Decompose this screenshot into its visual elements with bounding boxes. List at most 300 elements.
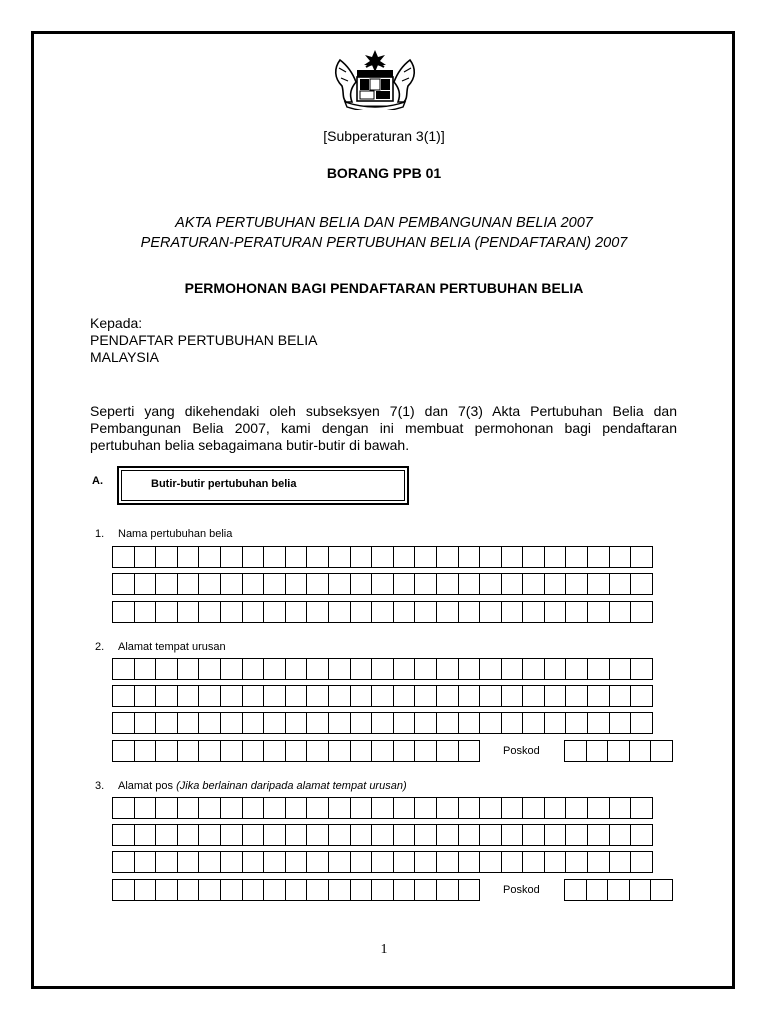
char-box[interactable]: [393, 824, 416, 846]
char-box[interactable]: [198, 712, 221, 734]
char-box[interactable]: [263, 797, 286, 819]
char-box[interactable]: [436, 740, 459, 762]
char-box[interactable]: [155, 712, 178, 734]
business-poskod-field[interactable]: [564, 740, 673, 762]
char-box[interactable]: [436, 546, 459, 568]
char-box[interactable]: [609, 685, 632, 707]
char-box[interactable]: [350, 797, 373, 819]
char-box[interactable]: [263, 546, 286, 568]
postal-address-row-4[interactable]: [112, 879, 480, 901]
char-box[interactable]: [544, 685, 567, 707]
char-box[interactable]: [587, 797, 610, 819]
char-box[interactable]: [393, 658, 416, 680]
char-box[interactable]: [458, 658, 481, 680]
char-box[interactable]: [220, 601, 243, 623]
char-box[interactable]: [371, 546, 394, 568]
char-box[interactable]: [501, 658, 524, 680]
char-box[interactable]: [220, 573, 243, 595]
char-box[interactable]: [629, 740, 652, 762]
char-box[interactable]: [414, 824, 437, 846]
char-box[interactable]: [306, 685, 329, 707]
char-box[interactable]: [155, 797, 178, 819]
postal-address-row-2[interactable]: [112, 824, 653, 846]
char-box[interactable]: [328, 824, 351, 846]
char-box[interactable]: [263, 740, 286, 762]
char-box[interactable]: [371, 797, 394, 819]
char-box[interactable]: [263, 601, 286, 623]
char-box[interactable]: [630, 546, 653, 568]
char-box[interactable]: [587, 712, 610, 734]
char-box[interactable]: [155, 824, 178, 846]
char-box[interactable]: [371, 879, 394, 901]
char-box[interactable]: [501, 851, 524, 873]
char-box[interactable]: [630, 797, 653, 819]
char-box[interactable]: [501, 546, 524, 568]
char-box[interactable]: [242, 601, 265, 623]
char-box[interactable]: [220, 824, 243, 846]
char-box[interactable]: [587, 851, 610, 873]
char-box[interactable]: [458, 824, 481, 846]
char-box[interactable]: [177, 601, 200, 623]
char-box[interactable]: [198, 601, 221, 623]
char-box[interactable]: [350, 601, 373, 623]
char-box[interactable]: [328, 573, 351, 595]
char-box[interactable]: [630, 824, 653, 846]
postal-address-row-3[interactable]: [112, 851, 653, 873]
char-box[interactable]: [371, 824, 394, 846]
char-box[interactable]: [177, 797, 200, 819]
char-box[interactable]: [198, 685, 221, 707]
char-box[interactable]: [285, 712, 308, 734]
char-box[interactable]: [458, 797, 481, 819]
char-box[interactable]: [587, 824, 610, 846]
char-box[interactable]: [436, 851, 459, 873]
char-box[interactable]: [371, 573, 394, 595]
char-box[interactable]: [650, 879, 673, 901]
char-box[interactable]: [263, 712, 286, 734]
char-box[interactable]: [371, 685, 394, 707]
char-box[interactable]: [285, 601, 308, 623]
char-box[interactable]: [306, 824, 329, 846]
char-box[interactable]: [458, 601, 481, 623]
char-box[interactable]: [458, 573, 481, 595]
char-box[interactable]: [609, 601, 632, 623]
char-box[interactable]: [565, 546, 588, 568]
char-box[interactable]: [522, 685, 545, 707]
char-box[interactable]: [587, 658, 610, 680]
char-box[interactable]: [371, 712, 394, 734]
char-box[interactable]: [134, 824, 157, 846]
char-box[interactable]: [414, 879, 437, 901]
addressee-block: [90, 315, 317, 366]
char-box[interactable]: [630, 573, 653, 595]
char-box[interactable]: [112, 740, 135, 762]
char-box[interactable]: [393, 851, 416, 873]
char-box[interactable]: [630, 601, 653, 623]
char-box[interactable]: [306, 712, 329, 734]
char-box[interactable]: [112, 712, 135, 734]
char-box[interactable]: [242, 740, 265, 762]
char-box[interactable]: [350, 712, 373, 734]
char-box[interactable]: [565, 685, 588, 707]
question-label: [118, 780, 407, 792]
char-box[interactable]: [393, 573, 416, 595]
char-box[interactable]: [306, 797, 329, 819]
char-box[interactable]: [522, 658, 545, 680]
char-box[interactable]: [198, 824, 221, 846]
char-box[interactable]: [501, 573, 524, 595]
char-box[interactable]: [328, 546, 351, 568]
char-box[interactable]: [479, 546, 502, 568]
char-box[interactable]: [242, 712, 265, 734]
char-box[interactable]: [609, 797, 632, 819]
char-box[interactable]: [544, 601, 567, 623]
char-box[interactable]: [198, 851, 221, 873]
char-box[interactable]: [479, 658, 502, 680]
char-box[interactable]: [565, 851, 588, 873]
char-box[interactable]: [198, 740, 221, 762]
addressee-registrar: PENDAFTAR PERTUBUHAN BELIA: [90, 332, 318, 348]
char-box[interactable]: [112, 879, 135, 901]
char-box[interactable]: [609, 712, 632, 734]
char-box[interactable]: [328, 740, 351, 762]
char-box[interactable]: [436, 824, 459, 846]
char-box[interactable]: [134, 879, 157, 901]
char-box[interactable]: [328, 879, 351, 901]
char-box[interactable]: [414, 546, 437, 568]
char-box[interactable]: [479, 712, 502, 734]
char-box[interactable]: [609, 824, 632, 846]
char-box[interactable]: [263, 824, 286, 846]
char-box[interactable]: [220, 797, 243, 819]
poskod-label: Poskod: [503, 745, 540, 757]
char-box[interactable]: [112, 851, 135, 873]
char-box[interactable]: [630, 685, 653, 707]
char-box[interactable]: [242, 851, 265, 873]
char-box[interactable]: [414, 797, 437, 819]
act-titles: [0, 213, 768, 253]
char-box[interactable]: [458, 685, 481, 707]
char-box[interactable]: [414, 601, 437, 623]
char-box[interactable]: [112, 685, 135, 707]
char-box[interactable]: [479, 601, 502, 623]
char-box[interactable]: [479, 797, 502, 819]
char-box[interactable]: [198, 879, 221, 901]
char-box[interactable]: [177, 573, 200, 595]
char-box[interactable]: [587, 546, 610, 568]
char-box[interactable]: [350, 824, 373, 846]
char-box[interactable]: [414, 573, 437, 595]
char-box[interactable]: [134, 601, 157, 623]
char-box[interactable]: [177, 824, 200, 846]
char-box[interactable]: [306, 601, 329, 623]
char-box[interactable]: [242, 685, 265, 707]
char-box[interactable]: [609, 546, 632, 568]
char-box[interactable]: [177, 740, 200, 762]
char-box[interactable]: [393, 797, 416, 819]
char-box[interactable]: [155, 601, 178, 623]
char-box[interactable]: [220, 879, 243, 901]
question-label-text: Alamat pos: [118, 780, 174, 792]
char-box[interactable]: [350, 740, 373, 762]
business-address-row-4[interactable]: [112, 740, 480, 762]
char-box[interactable]: [630, 851, 653, 873]
char-box[interactable]: [134, 740, 157, 762]
char-box[interactable]: [414, 712, 437, 734]
char-box[interactable]: [564, 740, 587, 762]
char-box[interactable]: [220, 685, 243, 707]
char-box[interactable]: [177, 658, 200, 680]
char-box[interactable]: [350, 658, 373, 680]
intro-paragraph: Seperti yang dikehendaki oleh subseksyen 7(1) dan 7(3) Akta Pertubuhan Belia dan Pembangunan Belia 2007, kami dengan ini membuat permohonan bagi pendaftaran pertubuhan belia sebagaimana butir-butir di bawah.: [90, 403, 677, 453]
char-box[interactable]: [306, 573, 329, 595]
char-box[interactable]: [587, 601, 610, 623]
char-box[interactable]: [609, 851, 632, 873]
char-box[interactable]: [501, 824, 524, 846]
char-box[interactable]: [371, 740, 394, 762]
char-box[interactable]: [134, 712, 157, 734]
char-box[interactable]: [479, 685, 502, 707]
subregulation-ref: [Subperaturan 3(1)]: [323, 128, 445, 144]
char-box[interactable]: [544, 797, 567, 819]
char-box[interactable]: [393, 685, 416, 707]
char-box[interactable]: [242, 658, 265, 680]
business-address-row-1[interactable]: [112, 658, 653, 680]
char-box[interactable]: [393, 712, 416, 734]
char-box[interactable]: [436, 879, 459, 901]
char-box[interactable]: [414, 851, 437, 873]
form-title: PERMOHONAN BAGI PENDAFTARAN PERTUBUHAN BELIA: [184, 280, 584, 296]
question-note: (Jika berlainan daripada alamat tempat urusan): [176, 780, 407, 792]
char-box[interactable]: [607, 879, 630, 901]
char-box[interactable]: [306, 658, 329, 680]
char-box[interactable]: [630, 658, 653, 680]
char-box[interactable]: [242, 879, 265, 901]
char-box[interactable]: [220, 740, 243, 762]
question-number: 1.: [95, 528, 105, 540]
char-box[interactable]: [458, 851, 481, 873]
char-box[interactable]: [285, 685, 308, 707]
poskod-label: Poskod: [503, 884, 540, 896]
name-row-3[interactable]: [112, 601, 653, 623]
char-box[interactable]: [587, 685, 610, 707]
char-box[interactable]: [220, 658, 243, 680]
char-box[interactable]: [436, 685, 459, 707]
char-box[interactable]: [393, 546, 416, 568]
char-box[interactable]: [155, 658, 178, 680]
char-box[interactable]: [134, 573, 157, 595]
char-box[interactable]: [436, 658, 459, 680]
name-row-2[interactable]: [112, 573, 653, 595]
char-box[interactable]: [285, 658, 308, 680]
char-box[interactable]: [198, 546, 221, 568]
char-box[interactable]: [306, 546, 329, 568]
char-box[interactable]: [177, 712, 200, 734]
char-box[interactable]: [565, 824, 588, 846]
char-box[interactable]: [263, 658, 286, 680]
char-box[interactable]: [544, 573, 567, 595]
char-box[interactable]: [393, 879, 416, 901]
char-box[interactable]: [436, 712, 459, 734]
char-box[interactable]: [371, 851, 394, 873]
char-box[interactable]: [522, 573, 545, 595]
char-box[interactable]: [198, 573, 221, 595]
char-box[interactable]: [393, 601, 416, 623]
char-box[interactable]: [479, 573, 502, 595]
coat-of-arms-emblem: [332, 48, 418, 110]
char-box[interactable]: [565, 573, 588, 595]
char-box[interactable]: [586, 879, 609, 901]
char-box[interactable]: [544, 546, 567, 568]
question-label: Nama pertubuhan belia: [118, 528, 233, 540]
char-box[interactable]: [328, 658, 351, 680]
char-box[interactable]: [587, 573, 610, 595]
business-address-row-2[interactable]: [112, 685, 653, 707]
char-box[interactable]: [522, 601, 545, 623]
char-box[interactable]: [630, 712, 653, 734]
char-box[interactable]: [112, 573, 135, 595]
char-box[interactable]: [285, 824, 308, 846]
char-box[interactable]: [134, 658, 157, 680]
char-box[interactable]: [544, 658, 567, 680]
char-box[interactable]: [177, 685, 200, 707]
char-box[interactable]: [263, 573, 286, 595]
char-box[interactable]: [134, 851, 157, 873]
char-box[interactable]: [242, 546, 265, 568]
char-box[interactable]: [177, 546, 200, 568]
char-box[interactable]: [544, 824, 567, 846]
char-box[interactable]: [609, 658, 632, 680]
regulation-title-line: PERATURAN-PERATURAN PERTUBUHAN BELIA (PENDAFTARAN) 2007: [140, 235, 628, 251]
section-heading: Butir-butir pertubuhan belia: [121, 470, 405, 501]
char-box[interactable]: [306, 740, 329, 762]
char-box[interactable]: [565, 601, 588, 623]
char-box[interactable]: [414, 740, 437, 762]
char-box[interactable]: [458, 712, 481, 734]
char-box[interactable]: [134, 797, 157, 819]
char-box[interactable]: [522, 851, 545, 873]
char-box[interactable]: [350, 546, 373, 568]
char-box[interactable]: [544, 851, 567, 873]
char-box[interactable]: [285, 851, 308, 873]
char-box[interactable]: [522, 712, 545, 734]
char-box[interactable]: [564, 879, 587, 901]
char-box[interactable]: [242, 797, 265, 819]
char-box[interactable]: [306, 879, 329, 901]
char-box[interactable]: [220, 851, 243, 873]
char-box[interactable]: [285, 573, 308, 595]
char-box[interactable]: [285, 740, 308, 762]
char-box[interactable]: [522, 824, 545, 846]
char-box[interactable]: [198, 658, 221, 680]
char-box[interactable]: [112, 546, 135, 568]
name-row-1[interactable]: [112, 546, 653, 568]
char-box[interactable]: [285, 797, 308, 819]
char-box[interactable]: [479, 824, 502, 846]
char-box[interactable]: [112, 824, 135, 846]
char-box[interactable]: [393, 740, 416, 762]
question-number: 3.: [95, 780, 105, 792]
char-box[interactable]: [350, 573, 373, 595]
char-box[interactable]: [242, 824, 265, 846]
char-box[interactable]: [609, 573, 632, 595]
char-box[interactable]: [242, 573, 265, 595]
char-box[interactable]: [328, 851, 351, 873]
char-box[interactable]: [607, 740, 630, 762]
char-box[interactable]: [198, 797, 221, 819]
char-box[interactable]: [350, 879, 373, 901]
char-box[interactable]: [501, 797, 524, 819]
char-box[interactable]: [263, 851, 286, 873]
char-box[interactable]: [501, 712, 524, 734]
char-box[interactable]: [155, 740, 178, 762]
char-box[interactable]: [501, 601, 524, 623]
char-box[interactable]: [220, 546, 243, 568]
char-box[interactable]: [328, 601, 351, 623]
char-box[interactable]: [220, 712, 243, 734]
char-box[interactable]: [306, 851, 329, 873]
char-box[interactable]: [458, 740, 481, 762]
char-box[interactable]: [458, 879, 481, 901]
char-box[interactable]: [436, 797, 459, 819]
char-box[interactable]: [155, 879, 178, 901]
char-box[interactable]: [565, 797, 588, 819]
char-box[interactable]: [155, 851, 178, 873]
char-box[interactable]: [586, 740, 609, 762]
char-box[interactable]: [328, 797, 351, 819]
char-box[interactable]: [565, 712, 588, 734]
char-box[interactable]: [371, 601, 394, 623]
char-box[interactable]: [177, 879, 200, 901]
char-box[interactable]: [501, 685, 524, 707]
char-box[interactable]: [328, 712, 351, 734]
char-box[interactable]: [112, 601, 135, 623]
business-address-row-3[interactable]: [112, 712, 653, 734]
char-box[interactable]: [522, 546, 545, 568]
char-box[interactable]: [436, 601, 459, 623]
char-box[interactable]: [263, 879, 286, 901]
char-box[interactable]: [155, 546, 178, 568]
char-box[interactable]: [350, 851, 373, 873]
char-box[interactable]: [155, 685, 178, 707]
char-box[interactable]: [155, 573, 178, 595]
char-box[interactable]: [414, 685, 437, 707]
char-box[interactable]: [350, 685, 373, 707]
char-box[interactable]: [458, 546, 481, 568]
char-box[interactable]: [522, 797, 545, 819]
char-box[interactable]: [544, 712, 567, 734]
char-box[interactable]: [177, 851, 200, 873]
char-box[interactable]: [565, 658, 588, 680]
section-letter: A.: [92, 475, 103, 487]
postal-poskod-field[interactable]: [564, 879, 673, 901]
char-box[interactable]: [436, 573, 459, 595]
char-box[interactable]: [134, 546, 157, 568]
char-box[interactable]: [285, 879, 308, 901]
char-box[interactable]: [414, 658, 437, 680]
char-box[interactable]: [371, 658, 394, 680]
char-box[interactable]: [112, 658, 135, 680]
char-box[interactable]: [479, 851, 502, 873]
char-box[interactable]: [263, 685, 286, 707]
char-box[interactable]: [650, 740, 673, 762]
char-box[interactable]: [328, 685, 351, 707]
char-box[interactable]: [285, 546, 308, 568]
char-box[interactable]: [112, 797, 135, 819]
char-box[interactable]: [629, 879, 652, 901]
postal-address-row-1[interactable]: [112, 797, 653, 819]
char-box[interactable]: [134, 685, 157, 707]
